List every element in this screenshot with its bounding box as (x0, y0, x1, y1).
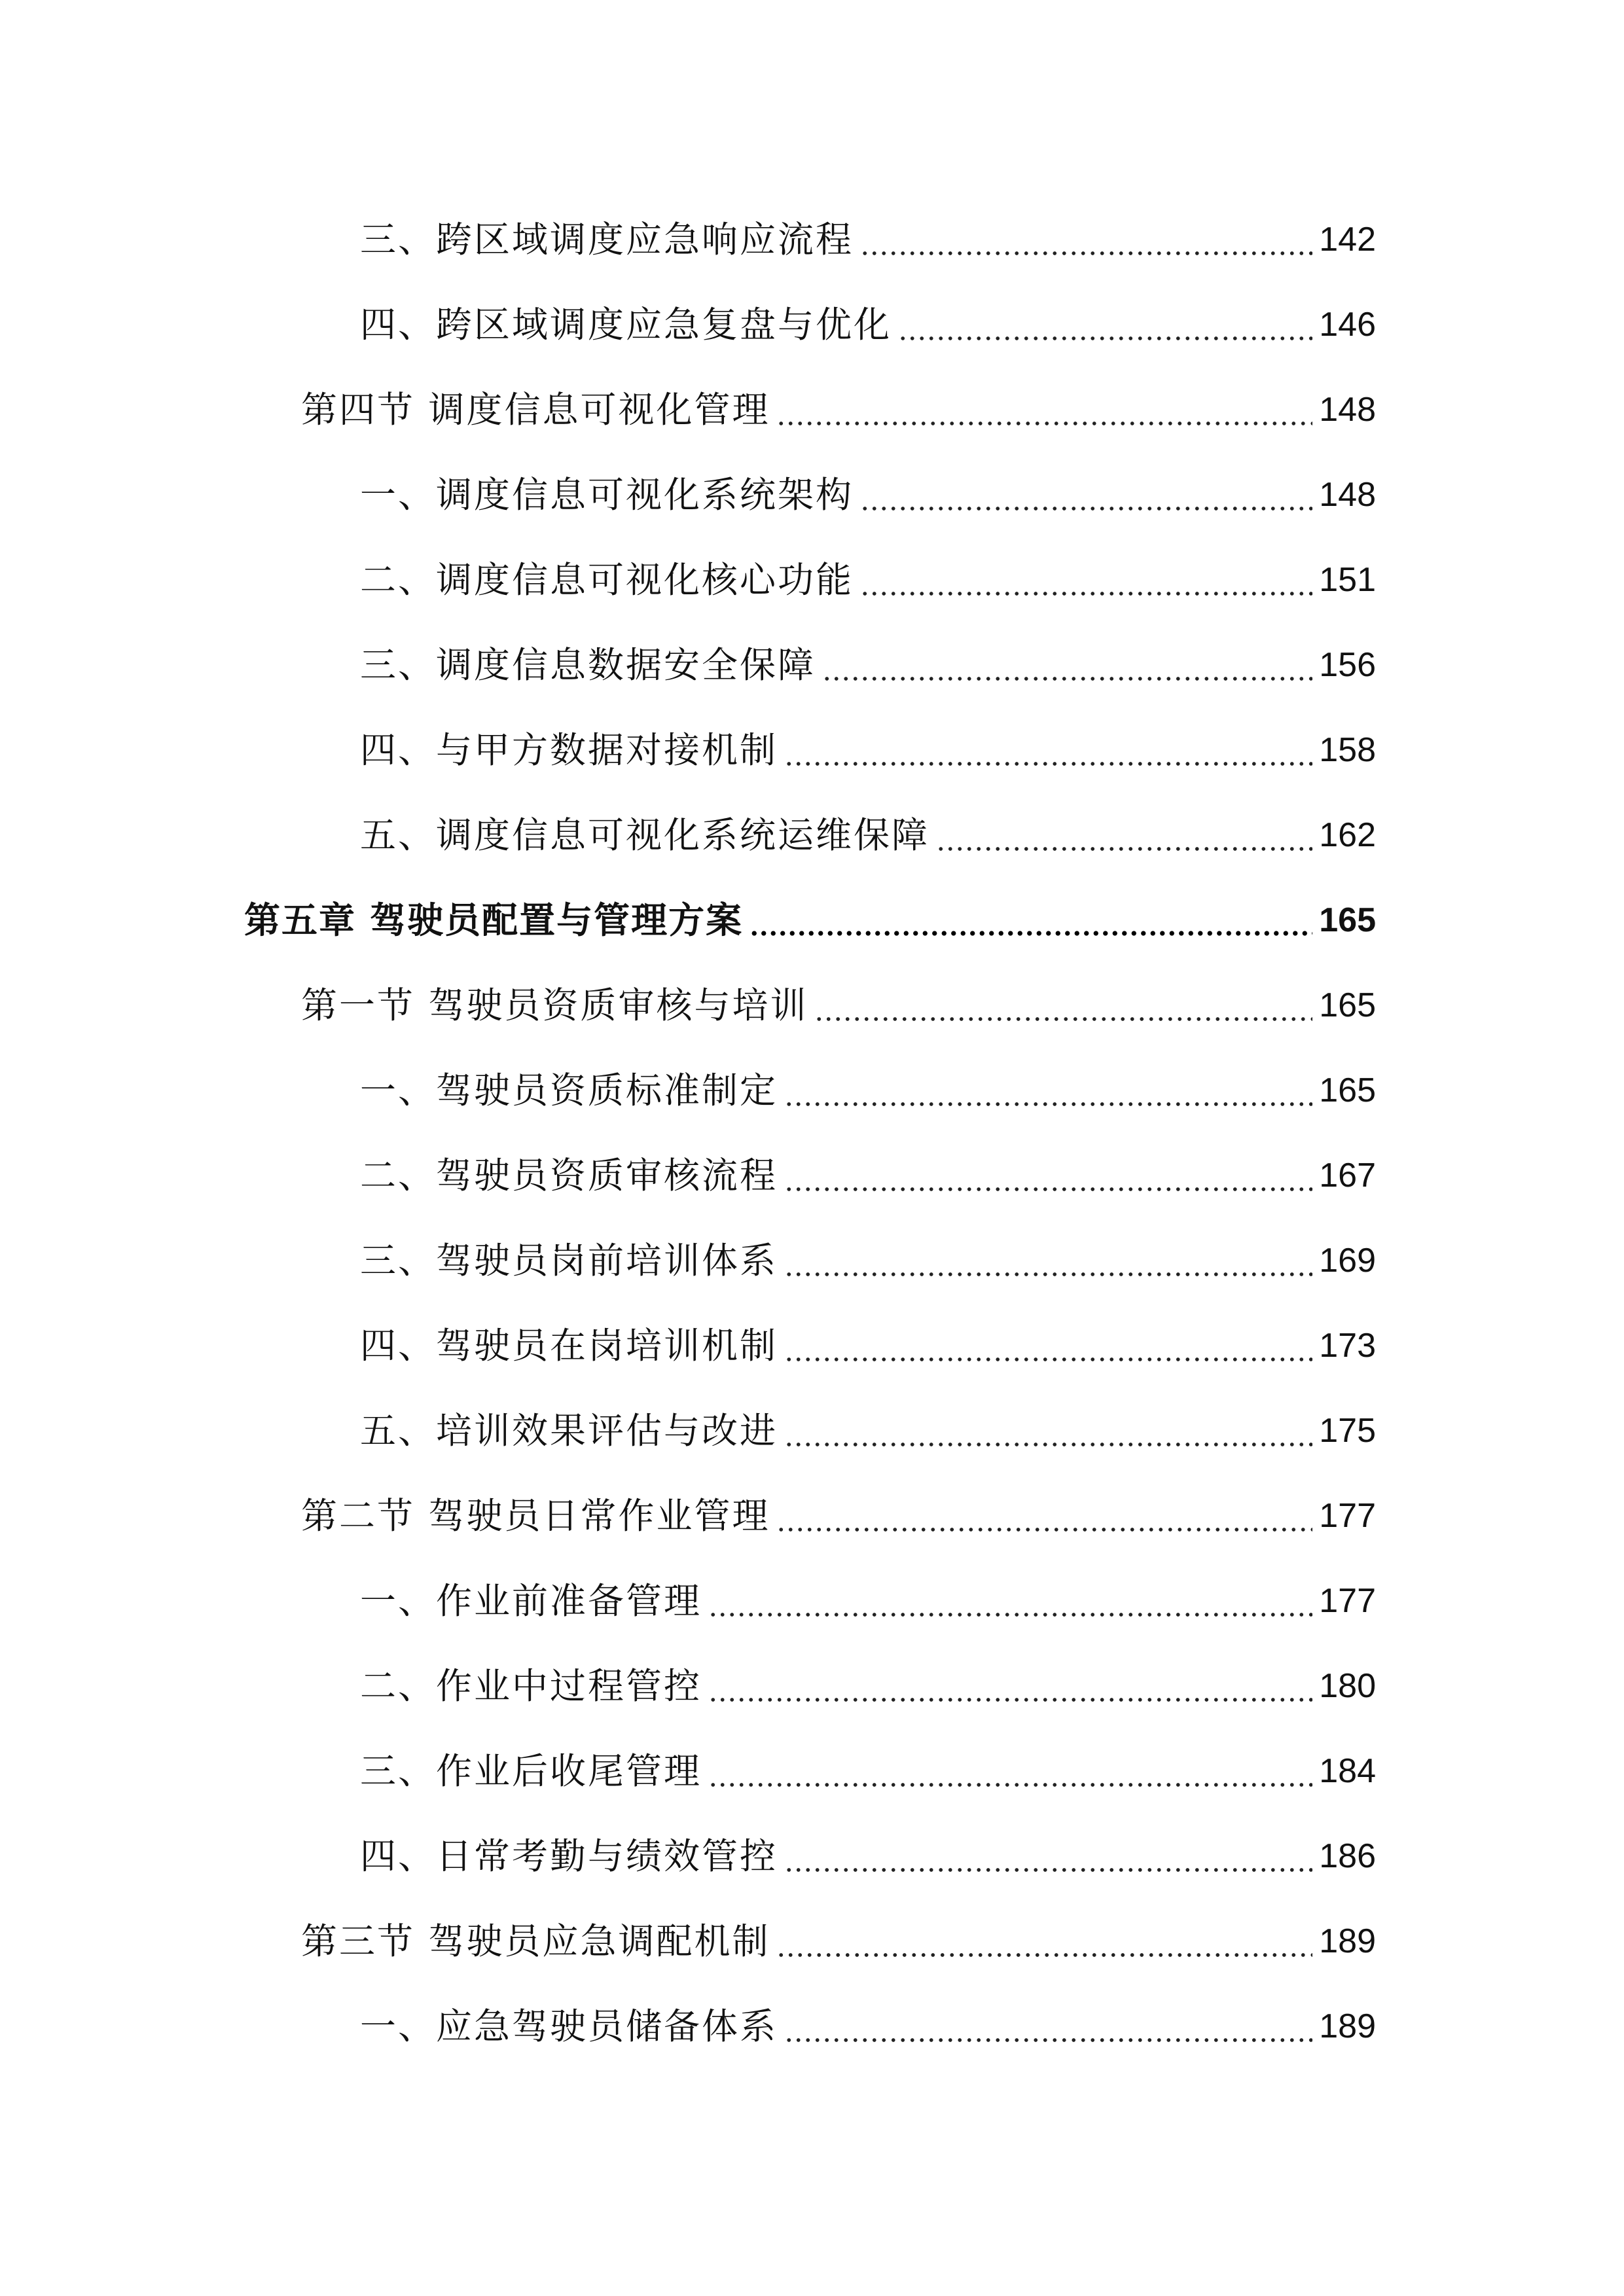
dot-leader (898, 336, 1312, 341)
toc-entry-title: 二、调度信息可视化核心功能 (360, 559, 854, 601)
toc-entry-title: 第四节 调度信息可视化管理 (301, 389, 770, 431)
toc-entry-title: 一、应急驾驶员储备体系 (360, 2005, 778, 2047)
toc-entry-title: 四、驾驶员在岗培训机制 (360, 1325, 778, 1367)
dot-leader (784, 1357, 1312, 1362)
toc-entry[interactable] (360, 465, 1376, 524)
toc-entry-page: 151 (1319, 561, 1376, 599)
toc-entry-page: 169 (1319, 1242, 1376, 1280)
toc-entry-page: 177 (1319, 1582, 1376, 1620)
toc-entry[interactable] (360, 1997, 1376, 2056)
toc-entry-page: 148 (1319, 476, 1376, 514)
toc-entry[interactable] (360, 1061, 1376, 1120)
dot-leader (784, 1442, 1312, 1447)
dot-leader (936, 846, 1312, 852)
toc-entry-page: 148 (1319, 391, 1376, 429)
toc-entry-page: 165 (1319, 901, 1376, 939)
toc-entry-page: 189 (1319, 2007, 1376, 2045)
toc-entry-title: 二、驾驶员资质审核流程 (360, 1155, 778, 1196)
toc-entry-section[interactable] (301, 1912, 1376, 1971)
toc-entry-page: 184 (1319, 1752, 1376, 1790)
dot-leader (708, 1782, 1312, 1787)
dot-leader (784, 1102, 1312, 1107)
toc-entry-title: 三、跨区域调度应急响应流程 (360, 219, 854, 260)
toc-entry-title: 二、作业中过程管控 (360, 1665, 702, 1707)
toc-entry[interactable] (360, 721, 1376, 780)
toc-entry-section[interactable] (301, 976, 1376, 1035)
toc-entry[interactable] (360, 1316, 1376, 1375)
toc-entry-page: 165 (1319, 1071, 1376, 1109)
toc-entry[interactable] (360, 1571, 1376, 1630)
toc-entry-title: 三、作业后收尾管理 (360, 1750, 702, 1792)
toc-entry-title: 三、调度信息数据安全保障 (360, 644, 816, 686)
dot-leader (822, 676, 1312, 681)
toc-entry-title: 一、作业前准备管理 (360, 1580, 702, 1622)
toc-entry-page: 156 (1319, 646, 1376, 684)
toc-entry-page: 158 (1319, 731, 1376, 769)
toc-entry-title: 五、培训效果评估与改进 (360, 1410, 778, 1452)
toc-entry-title: 一、调度信息可视化系统架构 (360, 474, 854, 516)
dot-leader (860, 591, 1312, 596)
toc-entry-title: 五、调度信息可视化系统运维保障 (360, 814, 930, 856)
toc-entry-title: 四、日常考勤与绩效管控 (360, 1835, 778, 1877)
toc-entry[interactable] (360, 1231, 1376, 1290)
toc-entry-page: 146 (1319, 306, 1376, 344)
toc-entry-section[interactable] (301, 380, 1376, 439)
toc-entry-page: 177 (1319, 1497, 1376, 1535)
dot-leader (708, 1697, 1312, 1702)
toc-entry-page: 175 (1319, 1412, 1376, 1450)
toc-entry[interactable] (360, 806, 1376, 865)
dot-leader (776, 421, 1312, 426)
dot-leader (860, 251, 1312, 256)
dot-leader (784, 1867, 1312, 1873)
toc-entry-page: 165 (1319, 986, 1376, 1024)
dot-leader (860, 506, 1312, 511)
toc-entry-page: 162 (1319, 816, 1376, 854)
dot-leader (784, 761, 1312, 766)
dot-leader (784, 1187, 1312, 1192)
dot-leader (776, 1952, 1312, 1958)
toc-entry-title: 三、驾驶员岗前培训体系 (360, 1240, 778, 1282)
toc-entry-title: 四、与甲方数据对接机制 (360, 729, 778, 771)
toc-entry-page: 173 (1319, 1327, 1376, 1365)
toc-entry[interactable] (360, 550, 1376, 609)
dot-leader (784, 2037, 1312, 2043)
toc-entry[interactable] (360, 1146, 1376, 1205)
toc-entry-chapter[interactable] (244, 891, 1376, 950)
toc-entry-page: 142 (1319, 221, 1376, 259)
toc-entry-title: 第五章 驾驶员配置与管理方案 (244, 899, 744, 941)
dot-leader (776, 1527, 1312, 1532)
toc-entry[interactable] (360, 1657, 1376, 1715)
dot-leader (708, 1612, 1312, 1617)
toc-entry-page: 186 (1319, 1837, 1376, 1875)
toc-entry-title: 四、跨区域调度应急复盘与优化 (360, 304, 892, 346)
toc-entry[interactable] (360, 1827, 1376, 1886)
dot-leader (784, 1272, 1312, 1277)
toc-entry-section[interactable] (301, 1486, 1376, 1545)
toc-entry[interactable] (360, 636, 1376, 694)
toc-entry-title: 第二节 驾驶员日常作业管理 (301, 1495, 770, 1537)
dot-leader (749, 930, 1312, 937)
toc-entry-title: 一、驾驶员资质标准制定 (360, 1069, 778, 1111)
toc-entry-page: 189 (1319, 1922, 1376, 1960)
dot-leader (814, 1016, 1312, 1022)
toc-entry-title: 第三节 驾驶员应急调配机制 (301, 1920, 770, 1962)
toc-entry-page: 167 (1319, 1157, 1376, 1194)
toc-entry[interactable] (360, 1401, 1376, 1460)
toc-entry-page: 180 (1319, 1667, 1376, 1705)
toc-entry[interactable] (360, 210, 1376, 269)
toc-entry[interactable] (360, 295, 1376, 354)
toc-entry-title: 第一节 驾驶员资质审核与培训 (301, 984, 808, 1026)
toc-entry[interactable] (360, 1742, 1376, 1801)
